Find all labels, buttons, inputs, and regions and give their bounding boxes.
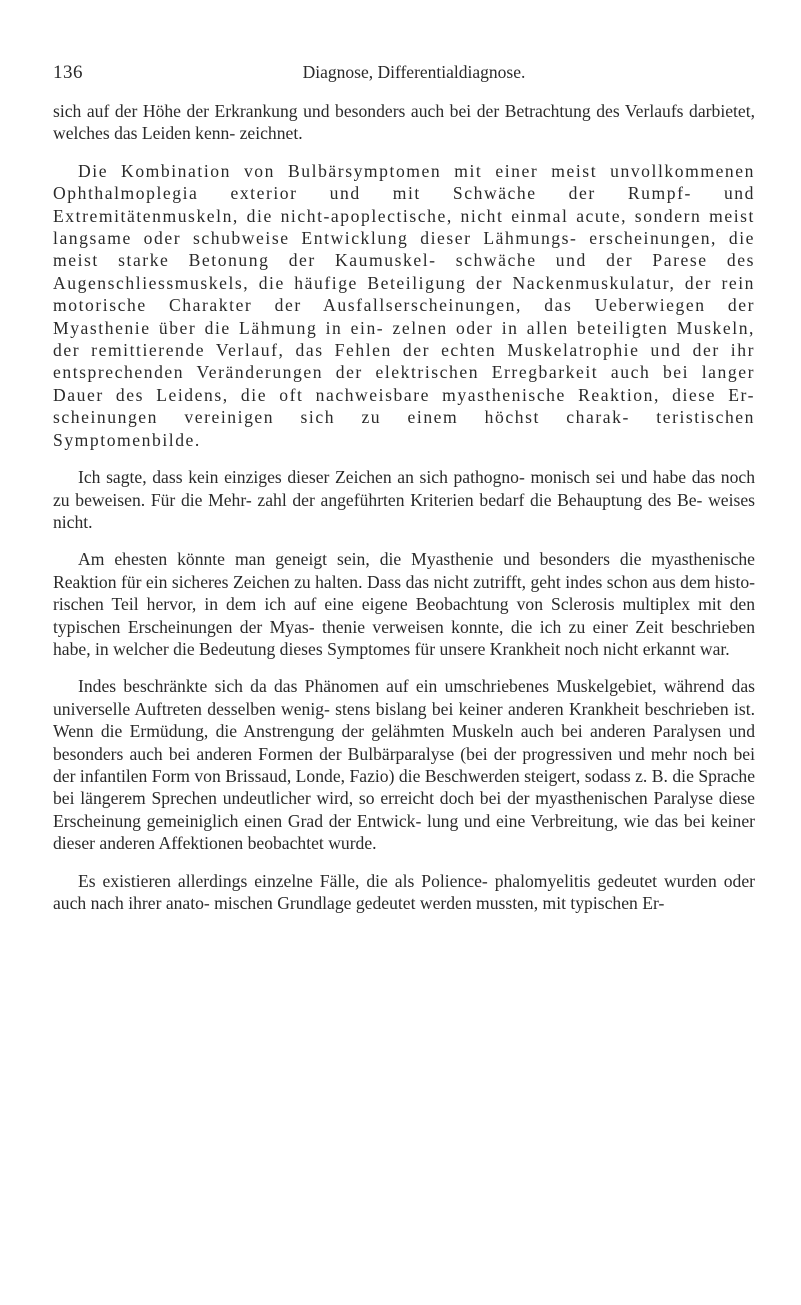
paragraph-4: Am ehesten könnte man geneigt sein, die Myasthenie und besonders die myasthenische Reaktion für ein sicheres Zeichen zu halten. Dass das nicht zutrifft, geht indes schon aus dem histo- rischen Teil hervor, in dem ich auf eine eigene Beobachtung von Sclerosis multiplex mit den typischen Erscheinungen der Myas- thenie verweisen konnte, die ich zu einer Zeit beschrieben habe, in welcher die Bedeutung dieses Symptomes für unsere Krankheit noch nicht erkannt war. bbox=[53, 549, 755, 659]
paragraph-6: Es existieren allerdings einzelne Fälle, die als Polience- phalomyelitis gedeutet wurden oder auch nach ihrer anato- mischen Grundlage gedeutet werden mussten, mit typischen Er- bbox=[53, 870, 755, 913]
paragraph-5: Indes beschränkte sich da das Phänomen auf ein umschriebenes Muskelgebiet, während das universelle Auftreten desselben wenig- stens bislang bei keiner anderen Krankheit beschrieben ist. Wenn die Ermüdung, die Anstrengung der gelähmten Muskeln auch bei anderen Paralysen und besonders auch bei anderen Formen der Bulbärparalyse (bei der progressiven und mehr noch bei der infantilen Form von Brissaud, Londe, Fazio) die Beschwerden steigert, sodass z. B. die Sprache bei längerem Sprechen undeutlicher wird, so erreicht doch bei der myasthenischen Paralyse diese Erscheinung gemeiniglich einen Grad der Entwick- lung und eine Verbreitung, wie das bei keiner dieser anderen Affektionen beobachtet wurde. bbox=[53, 676, 755, 854]
paragraph-2: Die Kombination von Bulbärsymptomen mit einer meist unvollkommenen Ophthalmoplegia exterior und mit Schwäche der Rumpf- und Extremitätenmuskeln, die nicht-apoplectische, nicht einmal acute, sondern meist langsame oder schubweise Entwicklung dieser Lähmungs- erscheinungen, die meist starke Betonung der Kaumuskel- schwäche und der Parese des Augenschliessmuskels, die häufige Beteiligung der Nackenmuskulatur, der rein motorische Charakter der Ausfallserscheinungen, das Ueberwiegen der Myasthenie über die Lähmung in ein- zelnen oder in allen beteiligten Muskeln, der remittierende Verlauf, das Fehlen der echten Muskelatrophie und der ihr entsprechenden Veränderungen der elektrischen Erregbarkeit auch bei langer Dauer des Leidens, die oft nachweisbare myasthenische Reaktion, diese Er- scheinungen vereinigen sich zu einem höchst charak- teristischen Symptomenbilde. bbox=[53, 160, 755, 450]
paragraph-1: sich auf der Höhe der Erkrankung und besonders auch bei der Betrachtung des Verlaufs darbietet, welches das Leiden kenn- zeichnet. bbox=[53, 101, 755, 144]
paragraph-3: Ich sagte, dass kein einziges dieser Zeichen an sich pathogno- monisch sei und habe das noch zu beweisen. Für die Mehr- zahl der angeführten Kriterien bedarf die Behauptung des Be- weises nicht. bbox=[53, 467, 755, 532]
page-number: 136 bbox=[53, 62, 83, 83]
body-text bbox=[53, 100, 755, 929]
running-head bbox=[53, 62, 755, 84]
running-title: Diagnose, Differentialdiagnose. bbox=[302, 62, 526, 82]
